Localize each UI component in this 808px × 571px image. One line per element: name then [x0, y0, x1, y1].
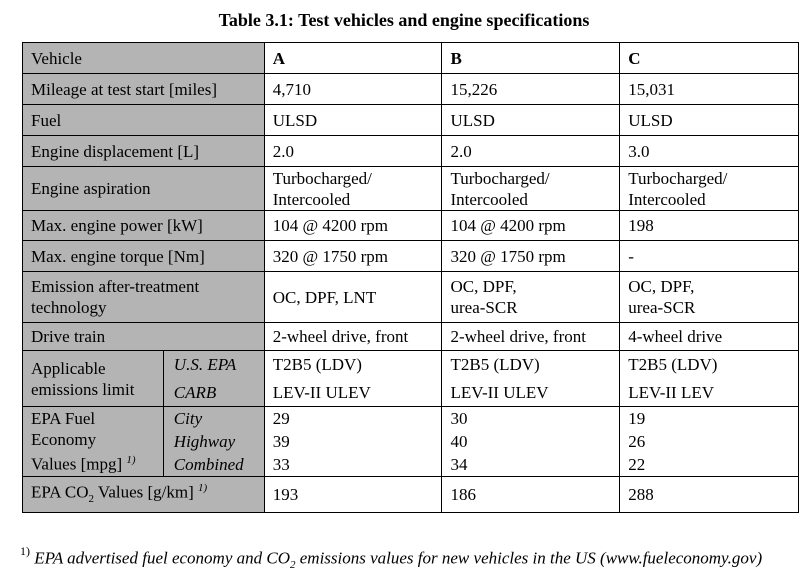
table-row — [23, 43, 799, 74]
label-line: Values [mpg] — [31, 454, 123, 474]
cell-line: Turbocharged/ — [272, 168, 372, 188]
footnote-text: emissions values for new vehicles in the US (www.fueleconomy.gov) — [295, 548, 763, 568]
table-caption: Table 3.1: Test vehicles and engine specifications — [218, 10, 590, 30]
table-row — [23, 167, 799, 211]
row-label: Fuel — [23, 105, 265, 136]
cell-line: OC, DPF, — [628, 277, 695, 296]
cell-a: 39 — [264, 430, 442, 453]
cell-b: 104 @ 4200 rpm — [442, 211, 620, 241]
table-row — [23, 407, 799, 430]
cell-b — [442, 272, 620, 323]
cell-c: 26 — [620, 430, 799, 453]
cell-line: Turbocharged/ — [628, 168, 728, 188]
cell-a: 104 @ 4200 rpm — [264, 211, 442, 241]
cell-line: urea-SCR — [628, 298, 696, 317]
row-label — [23, 407, 164, 477]
table-row — [23, 241, 799, 272]
cell-c: 19 — [620, 407, 799, 430]
cell-c: 198 — [620, 211, 799, 241]
cell-b: 320 @ 1750 rpm — [442, 241, 620, 272]
cell-a: OC, DPF, LNT — [264, 272, 442, 323]
cell-b: 2.0 — [442, 136, 620, 167]
sub-label: Highway — [163, 430, 264, 453]
cell-c: 22 — [620, 453, 799, 477]
header-vehicle-a: A — [264, 43, 442, 74]
footnote-text: EPA advertised fuel economy and CO — [34, 548, 290, 568]
cell-a: LEV-II ULEV — [264, 379, 442, 407]
cell-b: T2B5 (LDV) — [442, 351, 620, 379]
label-line: Emission after-treatment — [31, 277, 200, 296]
table-row — [23, 105, 799, 136]
specs-table — [22, 42, 799, 513]
cell-a: 320 @ 1750 rpm — [264, 241, 442, 272]
label-line: technology — [31, 298, 107, 317]
cell-a — [264, 167, 442, 211]
label-line: Economy — [31, 430, 97, 450]
cell-c: ULSD — [620, 105, 799, 136]
label-line: Applicable — [31, 358, 106, 378]
cell-b: 15,226 — [442, 74, 620, 105]
row-label — [23, 351, 164, 407]
sub-label: CARB — [163, 379, 264, 407]
cell-c: 288 — [620, 477, 799, 513]
footnote-subscript: 2 — [290, 559, 296, 571]
footnote-mark: 1) — [198, 482, 208, 495]
cell-line: Intercooled — [450, 189, 528, 209]
cell-a: 2-wheel drive, front — [264, 323, 442, 351]
cell-b: 40 — [442, 430, 620, 453]
footnote-mark: 1) — [20, 544, 30, 558]
cell-line: OC, DPF, — [450, 277, 517, 296]
cell-b: 186 — [442, 477, 620, 513]
cell-b: 34 — [442, 453, 620, 477]
table-row — [23, 74, 799, 105]
cell-line: urea-SCR — [450, 298, 518, 317]
header-label: Vehicle — [23, 43, 265, 74]
cell-c: 15,031 — [620, 74, 799, 105]
cell-c — [620, 167, 799, 211]
row-label — [23, 272, 265, 323]
row-label: Engine displacement [L] — [23, 136, 265, 167]
label-text: EPA CO — [31, 483, 89, 503]
cell-a: 29 — [264, 407, 442, 430]
cell-a: 2.0 — [264, 136, 442, 167]
cell-b: 30 — [442, 407, 620, 430]
cell-c: - — [620, 241, 799, 272]
table-row — [23, 272, 799, 323]
label-text: Values [g/km] — [93, 483, 194, 503]
row-label — [23, 477, 265, 513]
cell-c: T2B5 (LDV) — [620, 351, 799, 379]
row-label: Engine aspiration — [23, 167, 265, 211]
cell-c: 4-wheel drive — [620, 323, 799, 351]
cell-line: Intercooled — [272, 189, 351, 209]
cell-b — [442, 167, 620, 211]
cell-a: ULSD — [264, 105, 442, 136]
cell-b: ULSD — [442, 105, 620, 136]
row-label: Max. engine power [kW] — [23, 211, 265, 241]
label-subscript: 2 — [88, 493, 94, 506]
cell-b: LEV-II ULEV — [442, 379, 620, 407]
label-line: EPA Fuel — [31, 409, 96, 429]
cell-c — [620, 272, 799, 323]
cell-line: Intercooled — [628, 189, 706, 209]
header-vehicle-c: C — [620, 43, 799, 74]
cell-a: 4,710 — [264, 74, 442, 105]
header-vehicle-b: B — [442, 43, 620, 74]
table-row — [23, 136, 799, 167]
row-label: Mileage at test start [miles] — [23, 74, 265, 105]
cell-b: 2-wheel drive, front — [442, 323, 620, 351]
table-row — [23, 477, 799, 513]
row-label: Drive train — [23, 323, 265, 351]
sub-label: Combined — [163, 453, 264, 477]
cell-c: LEV-II LEV — [620, 379, 799, 407]
footnote-mark: 1) — [126, 454, 136, 467]
cell-c: 3.0 — [620, 136, 799, 167]
row-label: Max. engine torque [Nm] — [23, 241, 265, 272]
table-row — [23, 211, 799, 241]
cell-a: 33 — [264, 453, 442, 477]
cell-a: T2B5 (LDV) — [264, 351, 442, 379]
footnote — [20, 546, 762, 571]
table-row — [23, 351, 799, 379]
cell-line: Turbocharged/ — [450, 168, 550, 188]
table-row — [23, 323, 799, 351]
sub-label: City — [163, 407, 264, 430]
label-line: emissions limit — [31, 379, 135, 399]
cell-a: 193 — [264, 477, 442, 513]
sub-label: U.S. EPA — [163, 351, 264, 379]
